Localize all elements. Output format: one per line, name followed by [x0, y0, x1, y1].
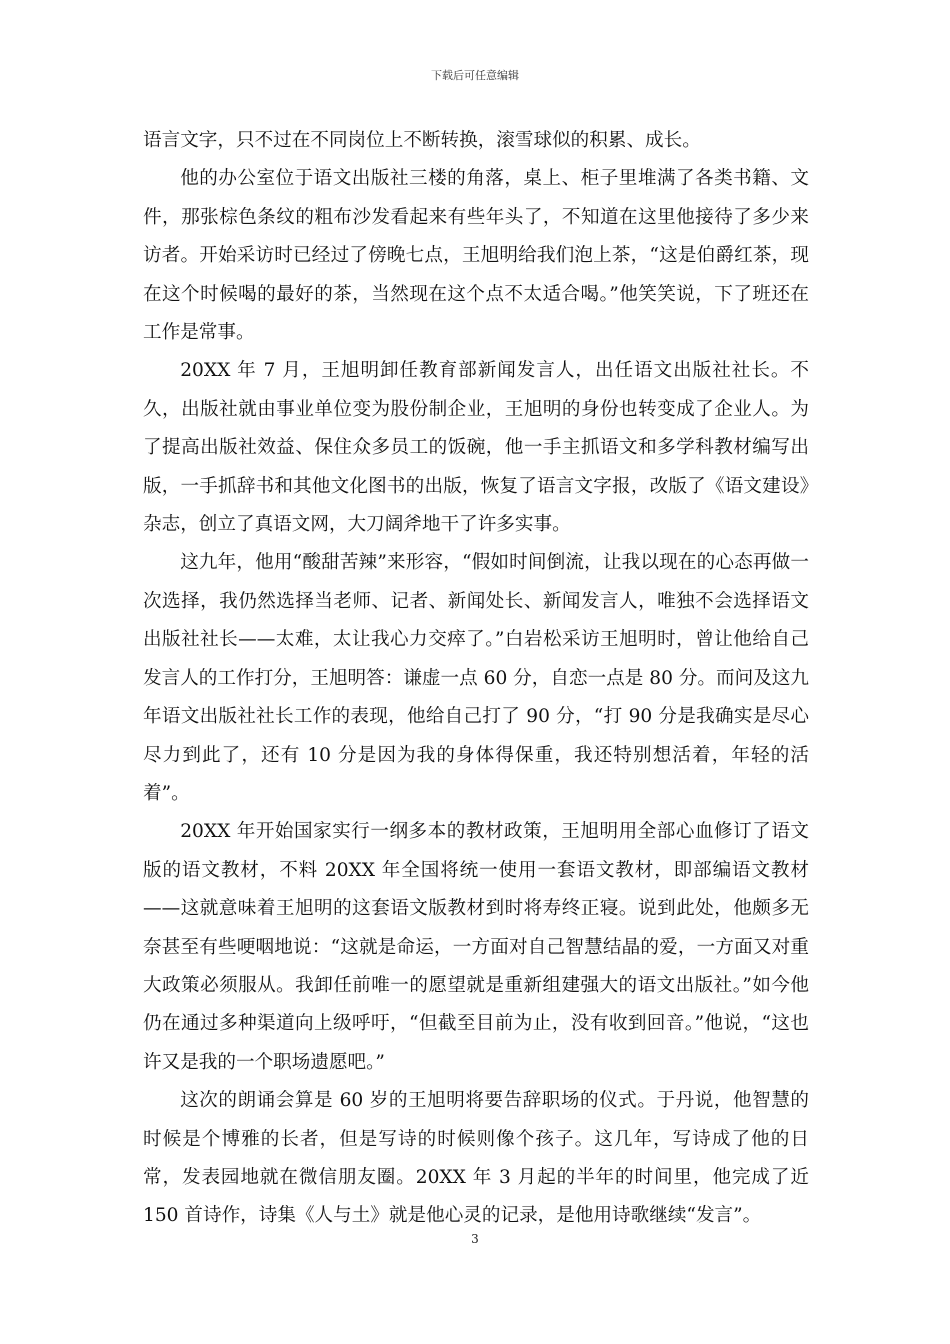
page-number: 3 [471, 1232, 479, 1246]
paragraph-appointment: 20XX 年 7 月，王旭明卸任教育部新闻发言人，出任语文出版社社长。不久，出版社就由事业单位变为股份制企业，王旭明的身份也转变成了企业人。为了提高出版社效益、保住众多员工的饭碗，他一手主抓语文和多学科教材编写出版，一手抓辞书和其他文化图书的出版，恢复了语言文字报，改版了《语文建设》杂志，创立了真语文网，大刀阔斧地干了许多实事。 [143, 360, 809, 536]
paragraph-office: 他的办公室位于语文出版社三楼的角落，桌上、柜子里堆满了各类书籍、文件，那张棕色条纹的粗布沙发看起来有些年头了，不知道在这里他接待了多少来访者。开始采访时已经过了傍晚七点，王旭明给我们泡上茶，“这是伯爵红茶，现在这个时候喝的最好的茶，当然现在这个点不太适合喝。”他笑笑说，下了班还在工作是常事。 [143, 168, 809, 344]
paragraph-continuation: 语言文字，只不过在不同岗位上不断转换，滚雪球似的积累、成长。 [143, 130, 701, 151]
page-header: 下载后可任意编辑 [431, 69, 519, 82]
paragraph-textbook-policy: 20XX 年开始国家实行一纲多本的教材政策，王旭明用全部心血修订了语文版的语文教材，不料 20XX 年全国将统一使用一套语文教材，即部编语文教材——这就意味着王旭明的这套语文版教材到时将寿终正寝。说到此处，他颇多无奈甚至有些哽咽地说：“这就是命运，一方面对自己智慧结晶的爱，一方面又对重大政策必须服从。我卸任前唯一的愿望就是重新组建强大的语文出版社。”如今他仍在通过多种渠道向上级呼吁，“但截至目前为止，没有收到回音。”他说，“这也许又是我的一个职场遗愿吧。” [143, 821, 809, 1073]
article-body [143, 122, 809, 1236]
paragraph-nine-years: 这九年，他用“酸甜苦辣”来形容，“假如时间倒流，让我以现在的心态再做一次选择，我仍然选择当老师、记者、新闻处长、新闻发言人，唯独不会选择语文出版社社长——太难，太让我心力交瘁了。”白岩松采访王旭明时，曾让他给自己发言人的工作打分，王旭明答：谦虚一点 60 分，自恋一点是 80 分。而问及这九年语文出版社社长工作的表现，他给自己打了 90 分，“打 90 分是我确实是尽心尽力到此了，还有 10 分是因为我的身体得保重，我还特别想活着，年轻的活着”。 [143, 552, 809, 804]
paragraph-poetry-recital: 这次的朗诵会算是 60 岁的王旭明将要告辞职场的仪式。于丹说，他智慧的时候是个博雅的长者，但是写诗的时候则像个孩子。这几年，写诗成了他的日常，发表园地就在微信朋友圈。20XX 年 3 月起的半年的时间里，他完成了近 150 首诗作，诗集《人与土》就是他心灵的记录，是他用诗歌继续“发言”。 [143, 1090, 809, 1227]
